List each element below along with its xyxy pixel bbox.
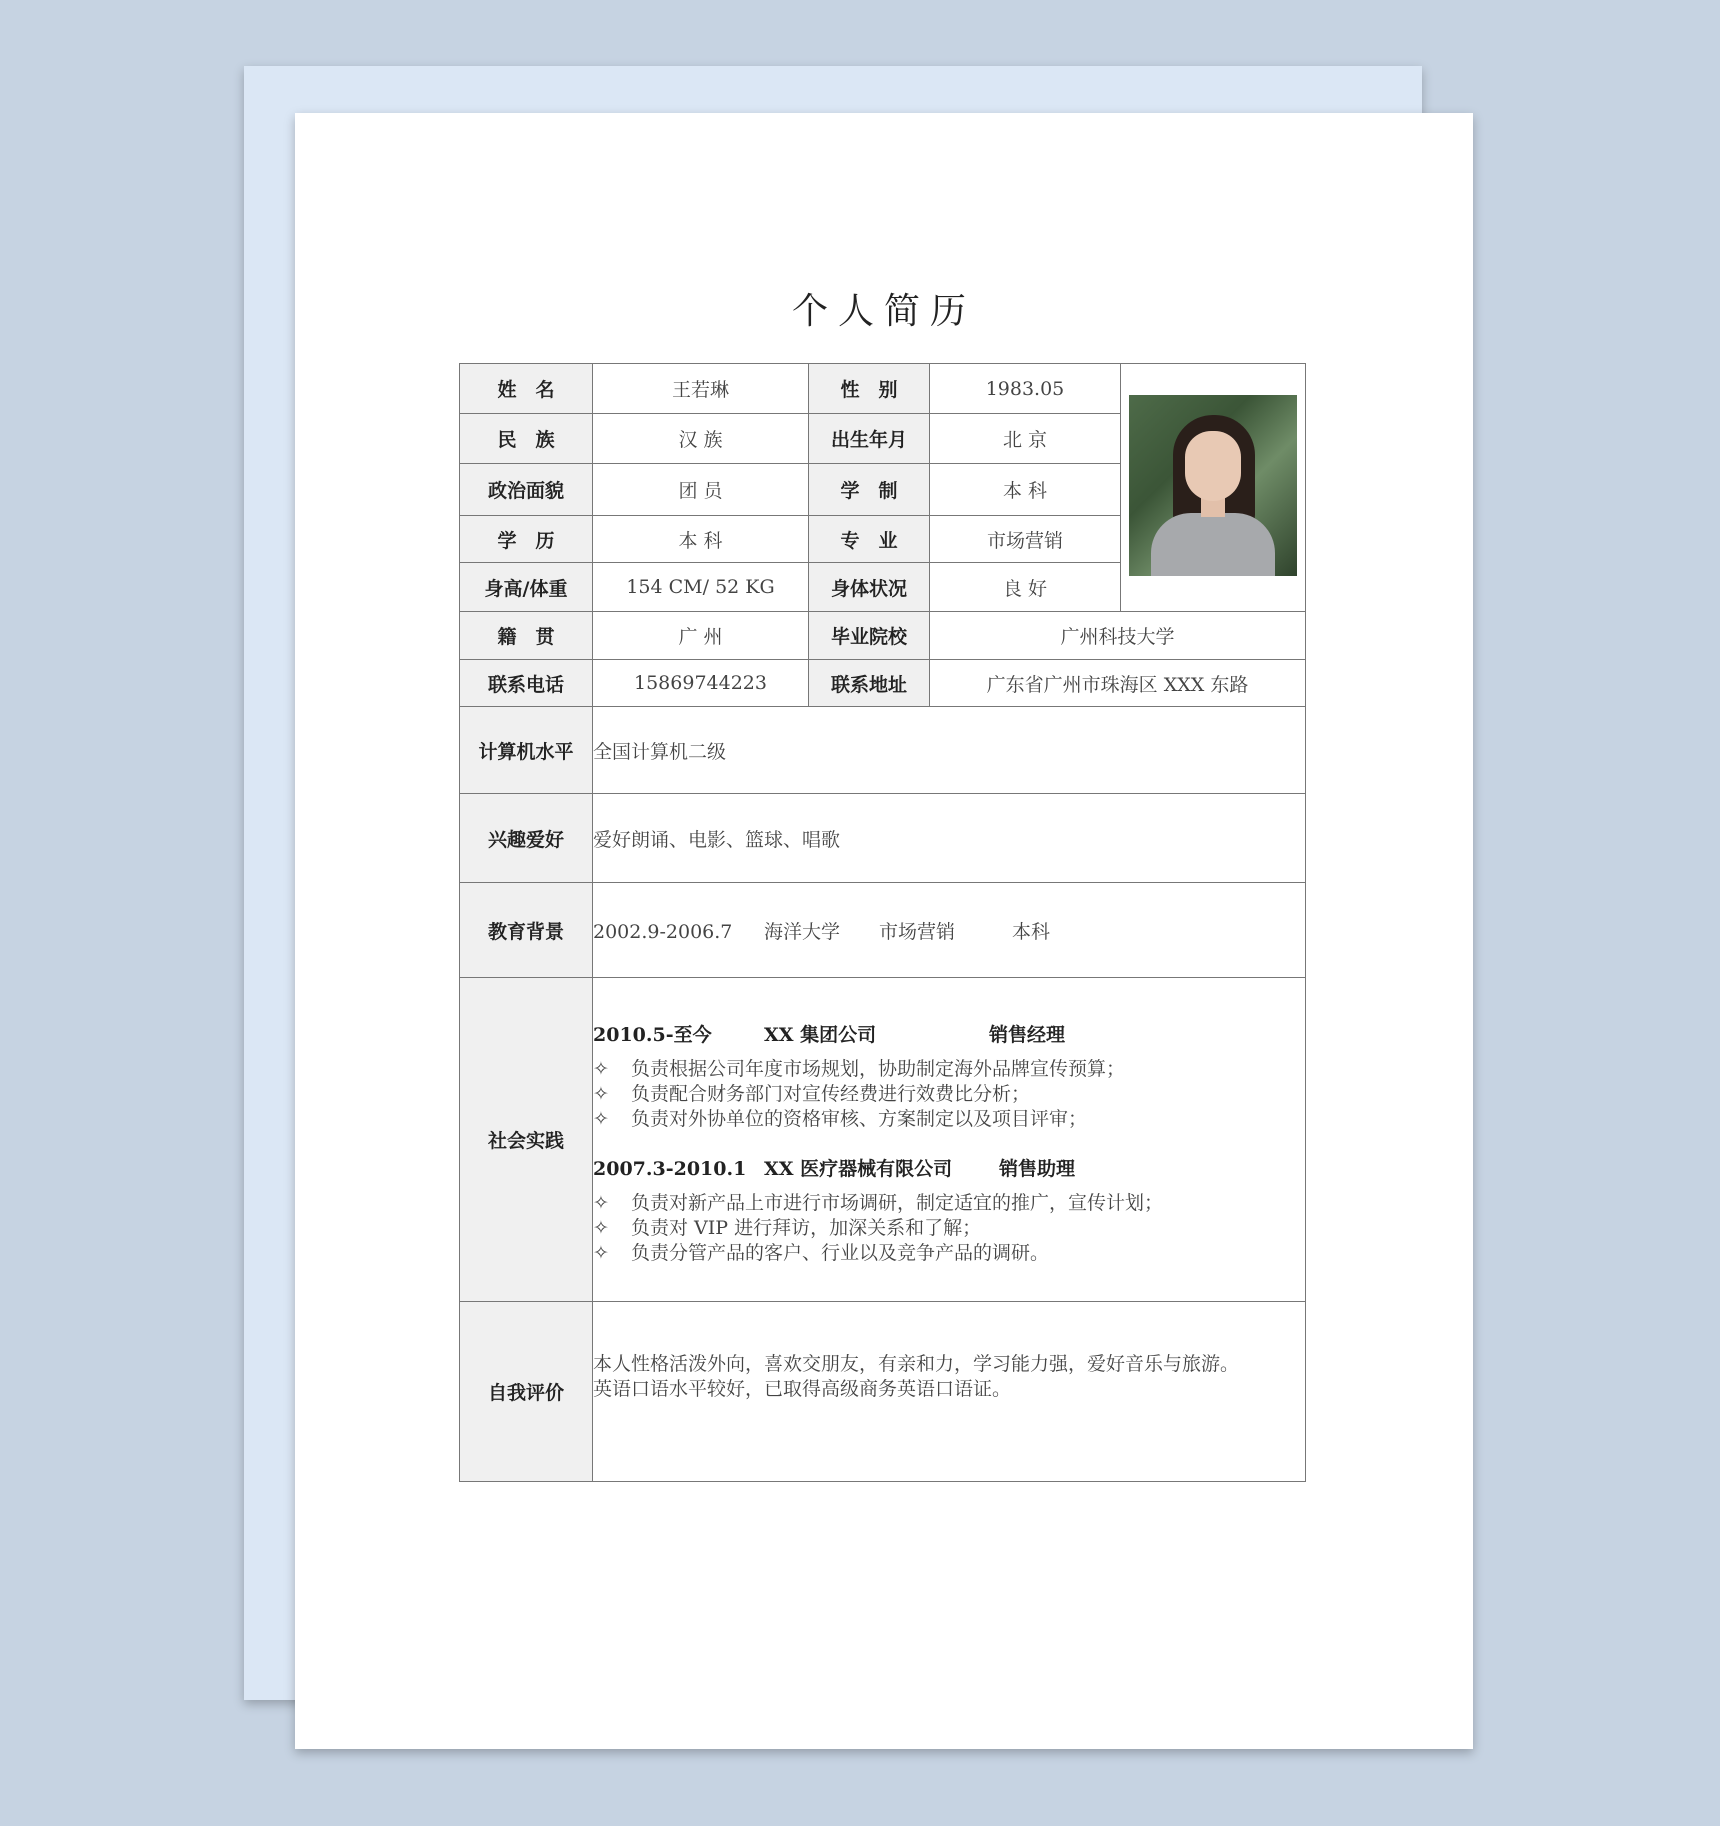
- diamond-bullet-icon: ✧: [593, 1191, 609, 1214]
- diamond-bullet-icon: ✧: [593, 1082, 609, 1105]
- education-label: 学 历: [460, 516, 593, 563]
- duty-item: ✧ 负责对新产品上市进行市场调研，制定适宜的推广，宣传计划；: [593, 1191, 1164, 1214]
- job-position: 销售助理: [999, 1157, 1076, 1180]
- edu-period: 2002.9-2006.7: [593, 920, 733, 943]
- ethnicity-label: 民 族: [460, 414, 593, 464]
- duty-item: ✧ 负责对 VIP 进行拜访，加深关系和了解；: [593, 1216, 982, 1239]
- phone-label: 联系电话: [460, 660, 593, 707]
- row-self-evaluation: [460, 1302, 1306, 1482]
- profile-photo: [1129, 395, 1297, 576]
- phone-value: 15869744223: [593, 660, 809, 707]
- native-label: 籍 贯: [460, 612, 593, 660]
- native-value: 广 州: [593, 612, 809, 660]
- job-header: [593, 1020, 1305, 1047]
- diamond-bullet-icon: ✧: [593, 1216, 609, 1239]
- self-line-1: 本人性格活泼外向，喜欢交朋友，有亲和力，学习能力强，爱好音乐与旅游。: [593, 1352, 1240, 1375]
- job-duties: [593, 1057, 1305, 1132]
- row-contact: [460, 660, 1306, 707]
- duty-item: ✧ 负责对外协单位的资格审核、方案制定以及项目评审；: [593, 1107, 1088, 1130]
- row-hobby: [460, 794, 1306, 883]
- ethnicity-value: 汉 族: [593, 414, 809, 464]
- edu-label: 教育背景: [460, 883, 593, 978]
- job-company: XX 集团公司: [764, 1023, 877, 1046]
- address-value: 广东省广州市珠海区 XXX 东路: [930, 660, 1306, 707]
- self-content: [593, 1302, 1306, 1482]
- row-native: [460, 612, 1306, 660]
- diamond-bullet-icon: ✧: [593, 1241, 609, 1264]
- birth-value: 北 京: [930, 414, 1121, 464]
- row-practice: [460, 978, 1306, 1302]
- job-company: XX 医疗器械有限公司: [764, 1157, 953, 1180]
- duty-item: ✧ 负责配合财务部门对宣传经费进行效费比分析；: [593, 1082, 1031, 1105]
- diamond-bullet-icon: ✧: [593, 1107, 609, 1130]
- job-period: 2007.3-2010.1: [593, 1157, 747, 1180]
- computer-value: 全国计算机二级: [593, 707, 1306, 794]
- name-label: 姓 名: [460, 364, 593, 414]
- height-weight-label: 身高/体重: [460, 563, 593, 612]
- job-header: [593, 1154, 1305, 1181]
- system-value: 本 科: [930, 464, 1121, 516]
- major-label: 专 业: [809, 516, 930, 563]
- hobby-label: 兴趣爱好: [460, 794, 593, 883]
- job-period: 2010.5-至今: [593, 1023, 712, 1046]
- row-computer: [460, 707, 1306, 794]
- gender-value: 1983.05: [930, 364, 1121, 414]
- politics-label: 政治面貌: [460, 464, 593, 516]
- gender-label: 性 别: [809, 364, 930, 414]
- job-duties: [593, 1191, 1305, 1266]
- duty-item: ✧ 负责根据公司年度市场规划，协助制定海外品牌宣传预算；: [593, 1057, 1126, 1080]
- major-value: 市场营销: [930, 516, 1121, 563]
- row-education-background: [460, 883, 1306, 978]
- address-label: 联系地址: [809, 660, 930, 707]
- resume-page: [295, 113, 1473, 1749]
- photo-cell: [1121, 364, 1306, 612]
- health-label: 身体状况: [809, 563, 930, 612]
- health-value: 良 好: [930, 563, 1121, 612]
- edu-major: 市场营销: [879, 920, 956, 943]
- hobby-value: 爱好朗诵、电影、篮球、唱歌: [593, 794, 1306, 883]
- computer-label: 计算机水平: [460, 707, 593, 794]
- self-line-2: 英语口语水平较好，已取得高级商务英语口语证。: [593, 1377, 1012, 1400]
- birth-label: 出生年月: [809, 414, 930, 464]
- system-label: 学 制: [809, 464, 930, 516]
- politics-value: 团 员: [593, 464, 809, 516]
- name-value: 王若琳: [593, 364, 809, 414]
- job-position: 销售经理: [989, 1023, 1066, 1046]
- diamond-bullet-icon: ✧: [593, 1057, 609, 1080]
- school-value: 广州科技大学: [930, 612, 1306, 660]
- practice-content: [593, 978, 1306, 1302]
- page-title: 个人简历: [791, 291, 976, 332]
- education-value: 本 科: [593, 516, 809, 563]
- edu-degree: 本科: [1012, 920, 1051, 943]
- practice-label: 社会实践: [460, 978, 593, 1302]
- self-label: 自我评价: [460, 1302, 593, 1482]
- edu-value: [593, 883, 1306, 978]
- duty-item: ✧ 负责分管产品的客户、行业以及竞争产品的调研。: [593, 1241, 1050, 1264]
- resume-table: [459, 363, 1306, 1482]
- height-weight-value: 154 CM/ 52 KG: [593, 563, 809, 612]
- row-name: [460, 364, 1306, 414]
- edu-school: 海洋大学: [764, 920, 841, 943]
- school-label: 毕业院校: [809, 612, 930, 660]
